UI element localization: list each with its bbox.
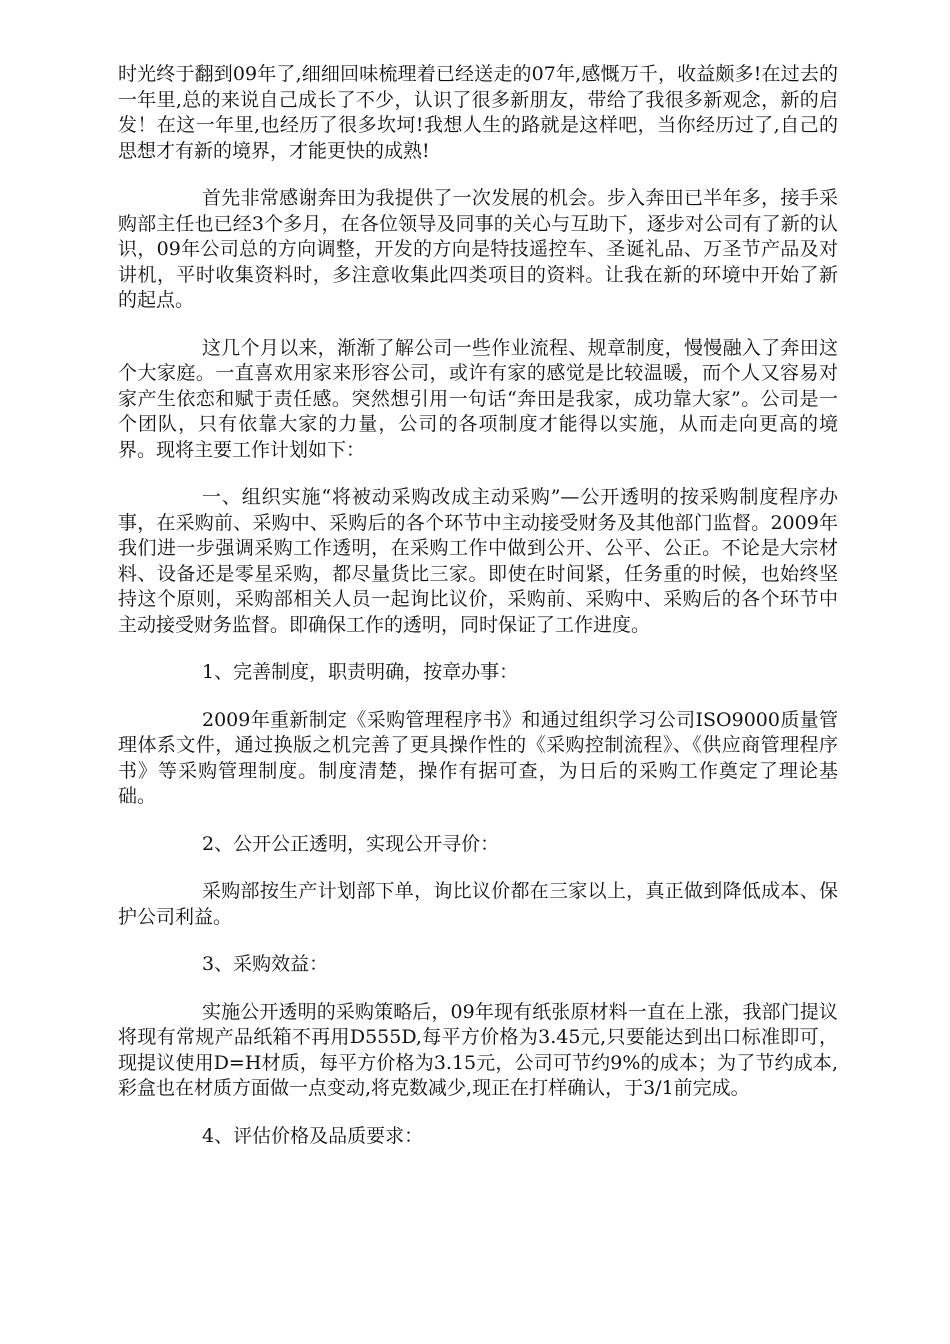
heading-item-3: 3、采购效益： (202, 953, 329, 975)
document-body (118, 62, 838, 1171)
paragraph-intro: 时光终于翻到09年了,细细回味梳理着已经送走的07年,感慨万千，收益颇多!在过去的一年里,总的来说自己成长了不少，认识了很多新朋友，带给了我很多新观念，新的启发！在这一年里,也经历了很多坎坷!我想人生的路就是这样吧，当你经历过了,自己的思想才有新的境界，才能更快的成熟! (118, 63, 838, 162)
paragraph-section-one: 一、组织实施“将被动采购改成主动采购”—公开透明的按采购制度程序办事，在采购前、采购中、采购后的各个环节中主动接受财务及其他部门监督。2009年我们进一步强调采购工作透明，在采购工作中做到公开、公平、公正。不论是大宗材料、设备还是零星采购，都尽量货比三家。即使在时间紧，任务重的时候，也始终坚持这个原则，采购部相关人员一起询比议价，采购前、采购中、采购后的各个环节中主动接受财务监督。即确保工作的透明，同时保证了工作进度。 (118, 486, 838, 636)
paragraph-item-2: 采购部按生产计划部下单，询比议价都在三家以上，真正做到降低成本、保护公司利益。 (118, 880, 838, 928)
heading-item-2: 2、公开公正透明，实现公开寻价： (202, 832, 500, 855)
paragraph-item-1: 2009年重新制定《采购管理程序书》和通过组织学习公司ISO9000质量管理体系文件，通过换版之机完善了更具操作性的《采购控制流程》、《供应商管理程序书》等采购管理制度。制度清楚，操作有据可查，为日后的采购工作奠定了理论基础。 (118, 708, 838, 807)
paragraph-thanks: 首先非常感谢奔田为我提供了一次发展的机会。步入奔田已半年多，接手采购部主任也已经3个多月，在各位领导及同事的关心与互助下，逐步对公司有了新的认识，09年公司总的方向调整，开发的方向是特技遥控车、圣诞礼品、万圣节产品及对讲机，平时收集资料时，多注意收集此四类项目的资料。让我在新的环境中开始了新的起点。 (118, 187, 838, 311)
paragraph-item-3: 实施公开透明的采购策略后，09年现有纸张原材料一直在上涨，我部门提议将现有常规产品纸箱不再用D555D,每平方价格为3.45元,只要能达到出口标准即可，现提议使用D=H材质，每平方价格为3.15元，公司可节约9%的成本；为了节约成本,彩盒也在材质方面做一点变动,将克数减少,现正在打样确认，于3/1前完成。 (118, 1000, 838, 1099)
heading-item-4: 4、评估价格及品质要求： (202, 1124, 424, 1147)
paragraph-company-culture: 这几个月以来，渐渐了解公司一些作业流程、规章制度，慢慢融入了奔田这个大家庭。一直喜欢用家来形容公司，或许有家的感觉是比较温暖，而个人又容易对家产生依恋和赋于责任感。突然想引用一句话“奔田是我家，成功靠大家”。公司是一个团队，只有依靠大家的力量，公司的各项制度才能得以实施，从而走向更高的境界。现将主要工作计划如下： (118, 336, 838, 461)
heading-item-1: 1、完善制度，职责明确，按章办事： (202, 661, 519, 683)
